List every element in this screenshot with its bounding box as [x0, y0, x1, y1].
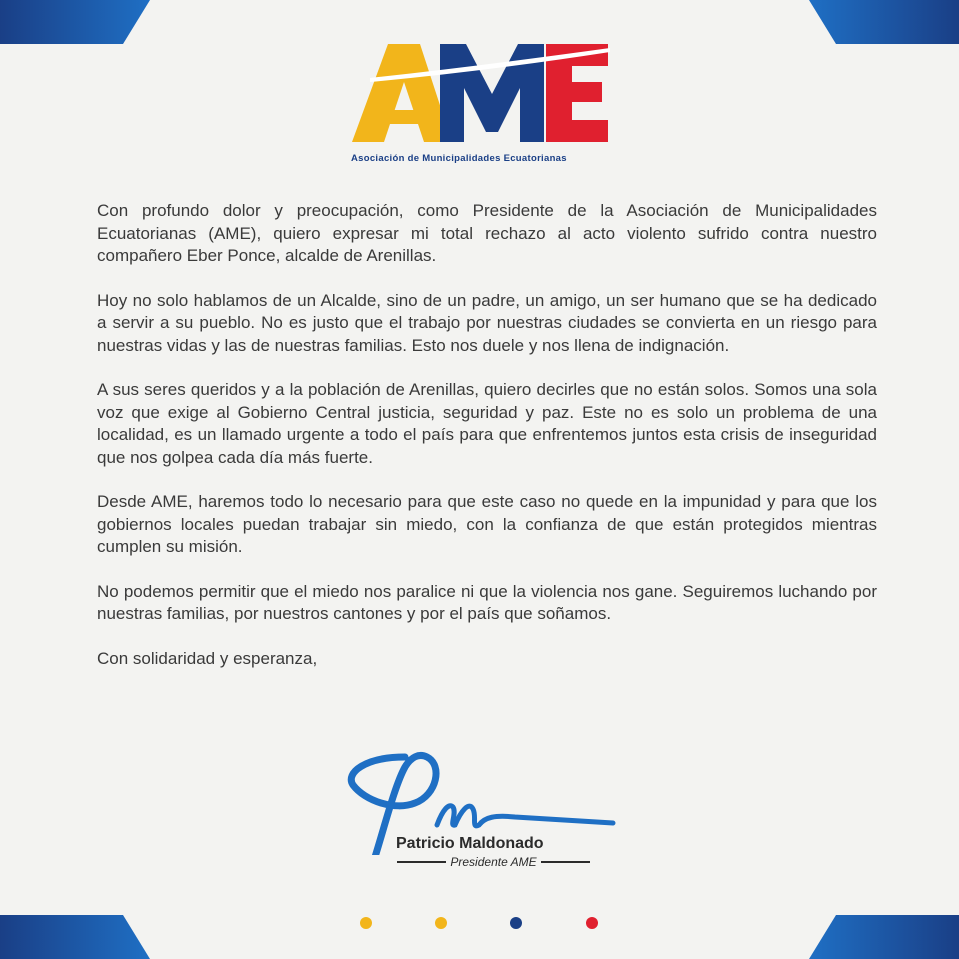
- ame-logo: [340, 30, 620, 170]
- corner-decoration-bottom-left: [0, 915, 150, 959]
- letter-body: [97, 200, 877, 692]
- letter-paragraph-1: Con profundo dolor y preocupación, como Presidente de la Asociación de Municipalidades Ecuatorianas (AME), quiero expresar mi total rechazo al acto violento sufrido contra nuestro compañero Eber Ponce, alcalde de Arenillas.: [97, 201, 877, 265]
- footer-dot-2: [435, 917, 447, 929]
- corner-decoration-top-left: [0, 0, 150, 44]
- letter-paragraph-4: Desde AME, haremos todo lo necesario para que este caso no quede en la impunidad y para que los gobiernos locales puedan trabajar sin miedo, con la confianza de que están protegidos mientras cumplen su misión.: [97, 492, 877, 556]
- corner-decoration-top-right: [809, 0, 959, 44]
- footer-dots: [360, 917, 610, 931]
- signer-title: Presidente AME: [450, 855, 537, 869]
- letter-paragraph-2: Hoy no solo hablamos de un Alcalde, sino de un padre, un amigo, un ser humano que se ha dedicado a servir a su pueblo. No es justo que el trabajo por nuestras ciudades se convierta en un riesgo para nuestras vidas y las de nuestras familias. Esto nos duele y nos llena de indignación.: [97, 290, 877, 355]
- organization-full-name: Asociación de Municipalidades Ecuatorianas: [351, 153, 567, 164]
- letter-paragraph-5: No podemos permitir que el miedo nos paralice ni que la violencia nos gane. Seguiremos luchando por nuestras familias, por nuestros cantones y por el país que soñamos.: [97, 581, 877, 623]
- corner-decoration-bottom-right: [809, 915, 959, 959]
- letter-paragraph-3: A sus seres queridos y a la población de Arenillas, quiero decirles que no están solos. Somos una sola voz que exige al Gobierno Central justicia, seguridad y paz. Este no es solo un problema de una localidad, es un llamado urgente a todo el país para que enfrentemos juntos esta crisis de inseguridad que nos golpea cada día más fuerte.: [97, 380, 877, 467]
- signer-title-row: [397, 855, 590, 869]
- footer-dot-1: [360, 917, 372, 929]
- title-rule-left: [397, 861, 446, 863]
- signer-name: Patricio Maldonado: [396, 835, 544, 852]
- letter-closing: Con solidaridad y esperanza,: [97, 648, 318, 668]
- footer-dot-3: [510, 917, 522, 929]
- footer-dot-4: [586, 917, 598, 929]
- title-rule-right: [541, 861, 590, 863]
